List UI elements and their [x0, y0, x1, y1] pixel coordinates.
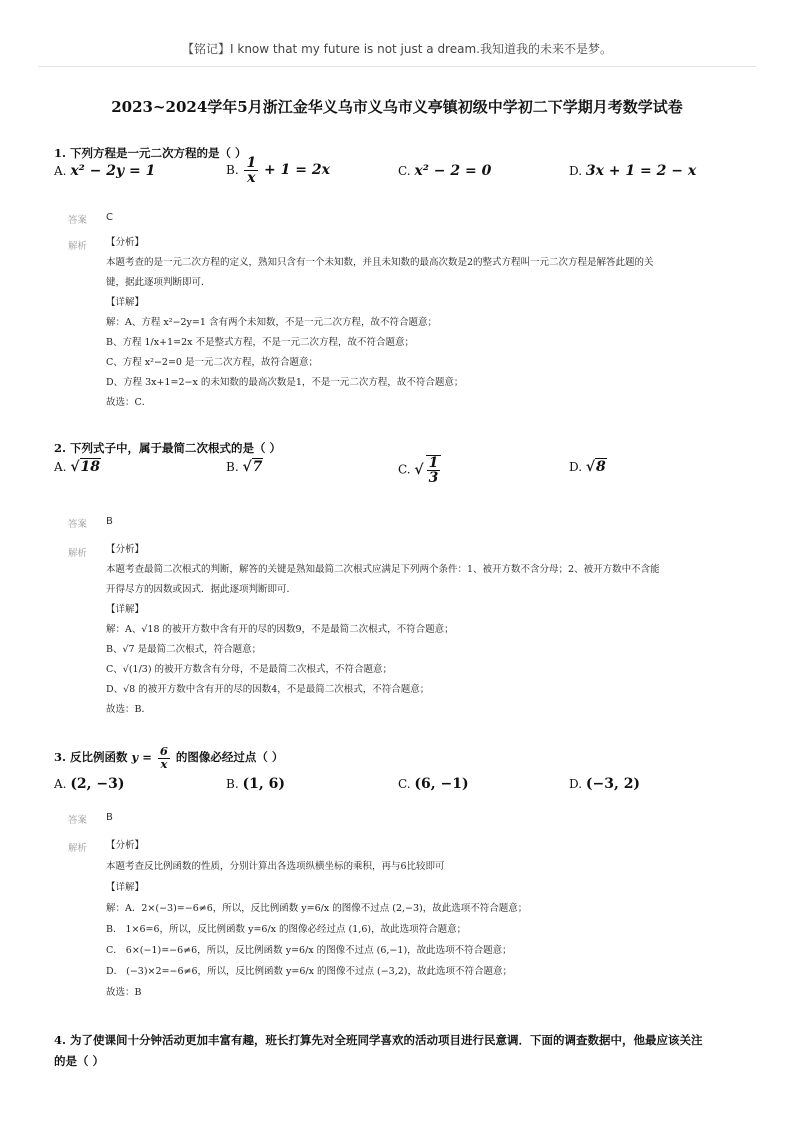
q1-stem: 1. 下列方程是一元二次方程的是（ ） [54, 146, 247, 160]
q3-exp-line: D． (−3)×2=−6≠6，所以，反比例函数 y=6/x 的图像不过点 (−3,2)，故此选项不符合题意； [106, 966, 512, 977]
q2-option-a-prefix: A. [54, 460, 67, 474]
q3-stem-y: y = [131, 750, 152, 764]
q1-answer-value: C [106, 212, 113, 223]
q2-exp-line: 【详解】 [106, 604, 145, 615]
q3-option-b [226, 776, 285, 792]
q3-stem-suffix: 的图像必经过点（ ） [175, 750, 284, 764]
q3-option-a-math: (2, −3) [70, 776, 125, 792]
header-divider [38, 66, 756, 67]
q3-option-b-math: (1, 6) [242, 776, 285, 792]
q1-exp-line: 【详解】 [106, 297, 145, 308]
q2-option-d [569, 459, 607, 475]
q3-option-c-math: (6, −1) [414, 776, 469, 792]
q1-option-b-fraction [244, 156, 258, 185]
q2-option-d-prefix: D. [569, 460, 583, 474]
q1-answer-label: 答案 [68, 215, 88, 226]
q2-exp-line: 解：A、√18 的被开方数中含有开的尽的因数9，不是最简二次根式，不符合题意； [106, 624, 454, 635]
q1-option-a-math: x² − 2y = 1 [70, 163, 156, 179]
q2-option-c [398, 455, 443, 485]
q1-option-d [569, 163, 696, 179]
q2-option-b-prefix: B. [226, 460, 239, 474]
q1-option-d-math: 3x + 1 = 2 − x [585, 163, 697, 179]
q2-option-d-root-icon: √ [585, 459, 596, 475]
q2-option-b-radicand: 7 [252, 459, 263, 475]
q1-analysis-label: 解析 [68, 241, 88, 252]
q3-option-c [398, 776, 469, 792]
q3-exp-line: C． 6×(−1)=−6≠6，所以，反比例函数 y=6/x 的图像不过点 (6,−1)，故此选项不符合题意； [106, 945, 512, 956]
header-motto: 【铭记】I know that my future is not just a dream.我知道我的未来不是梦。 [182, 42, 612, 56]
q1-exp-line: B、方程 1/x+1=2x 不是整式方程，不是一元二次方程，故不符合题意； [106, 337, 414, 348]
q2-answer-value: B [106, 516, 113, 527]
q1-option-b [226, 156, 330, 185]
q3-stem [54, 746, 283, 770]
q1-option-c-math: x² − 2 = 0 [414, 163, 492, 179]
q3-exp-line: B． 1×6=6，所以，反比例函数 y=6/x 的图像必经过点 (1,6)，故此选项符合题意； [106, 924, 467, 935]
q1-exp-line: C、方程 x²−2=0 是一元二次方程，故符合题意； [106, 357, 318, 368]
q3-option-c-prefix: C. [398, 777, 411, 791]
q2-option-a-radicand: 18 [80, 459, 100, 475]
page-title: 2023~2024学年5月浙江金华义乌市义乌市义亭镇初级中学初二下学期月考数学试卷 [111, 98, 683, 116]
q1-exp-line: 【分析】 [106, 237, 145, 248]
q1-option-b-denominator: x [247, 170, 256, 186]
q2-answer-label: 答案 [68, 519, 88, 530]
q1-exp-line: 键，据此逐项判断即可． [106, 277, 211, 288]
q1-explanation [106, 233, 654, 413]
q2-explanation [106, 540, 660, 720]
q3-option-b-prefix: B. [226, 777, 239, 791]
q1-exp-line: 故选：C． [106, 397, 152, 408]
q3-exp-line: 【详解】 [106, 882, 145, 893]
q2-option-c-prefix: C. [398, 462, 411, 477]
q2-option-c-fraction [426, 455, 442, 485]
q1-option-b-rest: + 1 = 2x [264, 162, 330, 178]
q2-exp-line: C、√(1/3) 的被开方数含有分母，不是最简二次根式，不符合题意； [106, 664, 393, 675]
q2-analysis-label: 解析 [68, 548, 88, 559]
q3-option-d-prefix: D. [569, 777, 583, 791]
q2-stem: 2. 下列式子中，属于最简二次根式的是（ ） [54, 441, 282, 455]
q3-stem-prefix: 3. 反比例函数 [54, 750, 128, 764]
q2-exp-line: B、√7 是最简二次根式，符合题意； [106, 644, 262, 655]
q2-exp-line: 本题考查最简二次根式的判断，解答的关键是熟知最简二次根式应满足下列两个条件：1、被开方数不含分母；2、被开方数中不含能 [106, 564, 660, 575]
q3-answer-value: B [106, 812, 113, 823]
q2-exp-line: 故选：B． [106, 704, 151, 715]
q3-answer-label: 答案 [68, 815, 88, 826]
q1-option-a [54, 163, 155, 179]
q3-stem-numerator: 6 [159, 744, 168, 758]
q2-option-c-numerator: 1 [428, 455, 439, 471]
q2-option-b-root-icon: √ [242, 459, 252, 475]
q1-option-b-numerator: 1 [246, 155, 257, 171]
q1-option-d-prefix: D. [569, 164, 583, 178]
q3-option-d-math: (−3, 2) [585, 776, 641, 792]
q2-option-a [54, 459, 101, 475]
q2-exp-line: D、√8 的被开方数中含有开的尽的因数4，不是最简二次根式，不符合题意； [106, 684, 430, 695]
q2-option-b [226, 459, 263, 475]
q1-option-c-prefix: C. [398, 164, 411, 178]
q2-option-c-root-icon: √ [414, 462, 424, 478]
q3-explanation [106, 835, 527, 1003]
q3-exp-line: 【分析】 [106, 840, 145, 851]
q2-exp-line: 【分析】 [106, 544, 145, 555]
q1-option-a-prefix: A. [54, 164, 67, 178]
q3-option-a-prefix: A. [54, 777, 67, 791]
q3-exp-line: 本题考查反比例函数的性质，分别计算出各选项纵横坐标的乘积，再与6比较即可 [106, 861, 445, 872]
q3-option-a [54, 776, 125, 792]
q4-stem-line2: 的是（ ） [54, 1054, 105, 1068]
q2-option-c-denominator: 3 [428, 470, 439, 486]
q3-stem-fraction [158, 746, 170, 770]
q3-analysis-label: 解析 [68, 843, 88, 854]
q1-exp-line: D、方程 3x+1=2−x 的未知数的最高次数是1，不是一元二次方程，故不符合题意； [106, 377, 464, 388]
q2-option-d-radicand: 8 [596, 459, 606, 475]
q1-exp-line: 本题考查的是一元二次方程的定义，熟知只含有一个未知数，并且未知数的最高次数是2的整式方程叫一元二次方程是解答此题的关 [106, 257, 654, 268]
q3-option-d [569, 776, 640, 792]
q4-stem-line1: 4. 为了使课间十分钟活动更加丰富有趣，班长打算先对全班同学喜欢的活动项目进行民意调．下面的调查数据中，他最应该关注 [54, 1033, 703, 1047]
q3-exp-line: 故选：B [106, 987, 142, 998]
q1-option-b-prefix: B. [226, 163, 239, 177]
q2-exp-line: 开得尽方的因数或因式．据此逐项判断即可． [106, 584, 297, 595]
q1-exp-line: 解：A、方程 x²−2y=1 含有两个未知数，不是一元二次方程，故不符合题意； [106, 317, 437, 328]
q2-option-a-root-icon: √ [70, 459, 80, 475]
q3-stem-denominator: x [160, 756, 168, 771]
q1-option-c [398, 163, 491, 179]
q3-exp-line: 解：A．2×(−3)=−6≠6，所以，反比例函数 y=6/x 的图像不过点 (2,−3)，故此选项不符合题意； [106, 903, 528, 914]
